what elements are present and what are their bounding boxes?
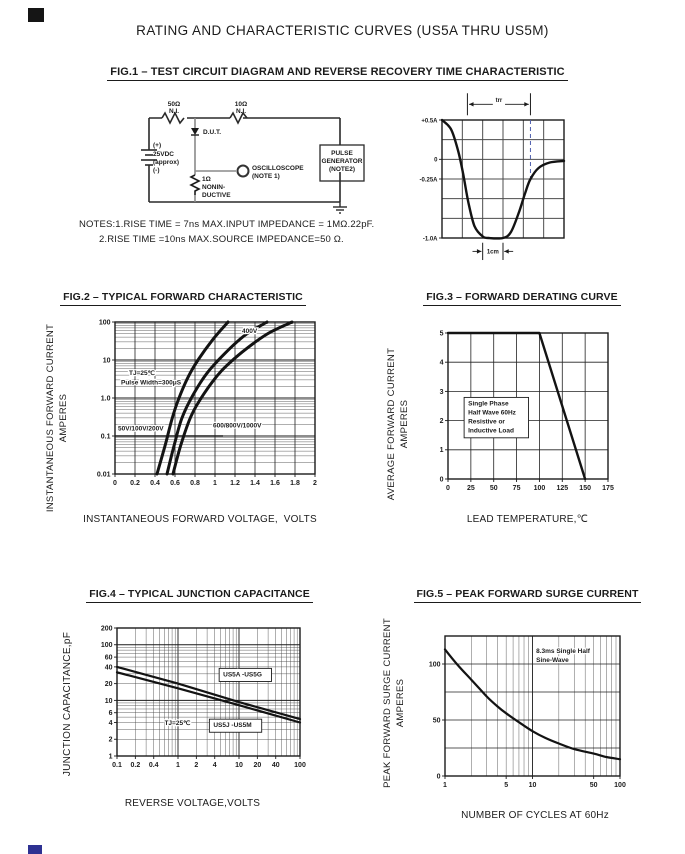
svg-text:1.2: 1.2: [230, 480, 240, 487]
svg-text:100: 100: [100, 642, 113, 650]
oscilloscope-label: OSCILLOSCOPE: [252, 165, 304, 172]
svg-text:600/800V/1000V: 600/800V/1000V: [213, 422, 262, 430]
svg-text:0.1: 0.1: [112, 762, 122, 769]
svg-text:0.6: 0.6: [170, 480, 180, 487]
pulse-generator-label1: PULSE: [331, 150, 353, 157]
fig5-y-axis-title-line2: AMPERES: [394, 678, 406, 728]
fig4-heading-text: FIG.4 – TYPICAL JUNCTION CAPACITANCE: [86, 588, 313, 603]
ground-symbol: [333, 202, 347, 213]
svg-text:5: 5: [439, 330, 444, 338]
svg-text:10: 10: [528, 782, 537, 789]
fig3-y-axis-title-line1: AVERAGE FORWARD CURRENT: [386, 347, 397, 501]
svg-text:US5A -US5G: US5A -US5G: [223, 671, 262, 679]
shunt-resistor-symbol: [191, 175, 199, 195]
fig3-y-axis-title-line2: AMPERES: [398, 399, 410, 449]
svg-text:0: 0: [113, 480, 117, 487]
svg-text:0.1: 0.1: [100, 433, 111, 441]
svg-text:75: 75: [512, 485, 521, 492]
svg-text:25: 25: [466, 485, 475, 492]
svg-text:2: 2: [313, 480, 317, 487]
oscilloscope-probe-icon: [238, 166, 249, 177]
svg-text:2: 2: [194, 762, 199, 769]
svg-text:1.6: 1.6: [270, 480, 280, 487]
svg-text:0.4: 0.4: [148, 762, 159, 769]
battery-minus-label: (-): [153, 167, 160, 174]
fig1-note-1: NOTES:1.RISE TIME = 7ns MAX.INPUT IMPEDANCE = 1MΩ.22pF.: [79, 219, 375, 230]
svg-text:TJ=25℃: TJ=25℃: [129, 370, 155, 378]
fig2-y-axis-title-line2: AMPERES: [57, 393, 69, 443]
svg-text:0.2: 0.2: [130, 480, 140, 487]
svg-text:60: 60: [104, 654, 113, 662]
fig1-circuit-diagram: [100, 90, 370, 215]
battery-approx-label: (approx): [153, 159, 179, 166]
svg-text:10: 10: [102, 357, 111, 365]
svg-text:0: 0: [434, 157, 438, 164]
oscilloscope-note: (NOTE 1): [252, 173, 280, 180]
fig2-heading-text: FIG.2 – TYPICAL FORWARD CHARACTERISTIC: [60, 291, 306, 306]
fig5-y-axis-title-line1: PEAK FORWARD SURGE CURRENT: [382, 618, 393, 788]
svg-text:2: 2: [108, 736, 113, 744]
page-corner-mark-top: [28, 8, 44, 22]
svg-text:200: 200: [100, 625, 113, 633]
fig2-x-axis-title: INSTANTANEOUS FORWARD VOLTAGE, VOLTS: [83, 514, 317, 525]
resistor-50ohm-label: 50Ω: [167, 101, 181, 108]
svg-text:trr: trr: [495, 97, 503, 104]
svg-text:2: 2: [439, 418, 444, 425]
svg-text:10: 10: [104, 697, 113, 705]
shunt-resistor-text2: DUCTIVE: [202, 192, 231, 199]
fig3-forward-derating-chart: [420, 315, 635, 500]
svg-text:4: 4: [212, 762, 217, 769]
svg-text:50V/100V/200V: 50V/100V/200V: [118, 425, 164, 433]
svg-text:40: 40: [104, 664, 113, 672]
svg-text:10: 10: [235, 762, 243, 769]
resistor-10ohm-note: N.I.: [235, 108, 247, 115]
svg-text:0.2: 0.2: [130, 762, 141, 769]
fig3-heading-text: FIG.3 – FORWARD DERATING CURVE: [423, 291, 620, 306]
circuit-wires: [149, 113, 340, 202]
page-corner-mark-bottom: [28, 845, 42, 854]
svg-text:-0.25A: -0.25A: [419, 177, 438, 184]
svg-text:1cm: 1cm: [486, 249, 499, 256]
svg-text:125: 125: [556, 485, 569, 492]
svg-text:1: 1: [213, 480, 217, 487]
fig1-heading: [85, 66, 590, 81]
svg-text:0: 0: [436, 773, 441, 781]
svg-text:-1.0A: -1.0A: [422, 236, 438, 243]
svg-text:5: 5: [504, 782, 509, 789]
svg-text:8.3ms Single HalfSine-Wave: 8.3ms Single Half Sine-Wave: [536, 647, 590, 664]
svg-text:1.4: 1.4: [250, 480, 260, 487]
svg-text:4: 4: [108, 719, 113, 727]
fig5-y-axis-title: [382, 614, 407, 792]
svg-text:TJ=25℃: TJ=25℃: [164, 720, 191, 728]
dut-label: D.U.T.: [203, 129, 222, 136]
svg-text:100: 100: [294, 762, 306, 769]
dut-diode-symbol: [191, 128, 199, 135]
fig4-y-axis-title-line1: JUNCTION CAPACITANCE,pF: [62, 631, 73, 777]
svg-text:0: 0: [446, 485, 450, 492]
svg-text:6: 6: [108, 710, 113, 718]
fig4-y-axis-title: [62, 618, 75, 790]
fig2-y-axis-title-line1: INSTANTANEOUS FORWARD CURRENT: [45, 323, 56, 513]
pulse-generator-label3: (NOTE2): [329, 166, 355, 173]
fig5-heading-text: FIG.5 – PEAK FORWARD SURGE CURRENT: [414, 588, 642, 603]
svg-text:1: 1: [108, 753, 113, 761]
fig4-x-axis-title: REVERSE VOLTAGE,VOLTS: [124, 798, 261, 809]
svg-text:175: 175: [602, 485, 614, 492]
pulse-generator-label2: GENERATOR: [321, 158, 363, 165]
fig3-x-axis-title: LEAD TEMPERATURE,℃: [466, 514, 589, 525]
shunt-resistor-value: 1Ω: [202, 176, 211, 183]
svg-text:Pulse Width=300μS: Pulse Width=300μS: [121, 379, 182, 387]
svg-text:0: 0: [439, 476, 444, 484]
svg-text:100: 100: [428, 661, 441, 669]
svg-text:100: 100: [533, 485, 546, 492]
battery-plus-label: (+): [153, 142, 162, 149]
svg-text:400V: 400V: [242, 327, 258, 335]
svg-text:20: 20: [104, 681, 113, 689]
svg-text:100: 100: [98, 319, 111, 327]
fig1-note-2: 2.RISE TIME =10ns MAX.SOURCE IMPEDANCE=50 Ω.: [99, 234, 344, 245]
fig2-heading: [52, 291, 314, 306]
svg-text:1.0: 1.0: [100, 395, 111, 403]
svg-text:+0.5A: +0.5A: [421, 118, 438, 125]
svg-text:4: 4: [439, 359, 444, 367]
fig5-heading: [410, 588, 645, 603]
svg-text:1: 1: [439, 447, 444, 455]
svg-text:0.4: 0.4: [150, 480, 160, 487]
fig2-forward-characteristic-chart: [72, 312, 337, 492]
fig2-y-axis-title: [45, 314, 70, 522]
svg-text:US5J -US5M: US5J -US5M: [213, 722, 252, 730]
svg-text:50: 50: [589, 782, 598, 789]
fig5-peak-surge-current-chart: [425, 620, 640, 802]
svg-text:40: 40: [271, 762, 280, 769]
svg-text:1: 1: [176, 762, 180, 769]
svg-text:0.01: 0.01: [96, 471, 111, 479]
svg-text:20: 20: [253, 762, 262, 769]
fig5-x-axis-title: NUMBER OF CYCLES AT 60Hz: [461, 810, 609, 821]
svg-text:Single PhaseHalf Wave 60HzResi: Single Phase Half Wave 60Hz Resistive or Inductive Load: [468, 400, 516, 435]
fig1-reverse-recovery-waveform-chart: [419, 86, 574, 261]
svg-text:50: 50: [432, 717, 441, 725]
shunt-resistor-text1: NONIN-: [202, 184, 226, 191]
svg-text:50: 50: [489, 485, 498, 492]
battery-voltage-label: 25VDC: [153, 151, 174, 158]
resistor-50ohm-note: N.I.: [168, 108, 180, 115]
resistor-10ohm-label: 10Ω: [234, 101, 248, 108]
svg-text:0.8: 0.8: [190, 480, 200, 487]
svg-text:1: 1: [443, 782, 447, 789]
fig1-heading-text: FIG.1 – TEST CIRCUIT DIAGRAM AND REVERSE RECOVERY TIME CHARACTERISTIC: [107, 66, 567, 81]
svg-text:100: 100: [614, 782, 626, 789]
fig3-y-axis-title: [386, 331, 411, 517]
page-title: RATING AND CHARACTERISTIC CURVES (US5A THRU US5M): [136, 23, 549, 38]
fig4-heading: [82, 588, 317, 603]
svg-text:1.8: 1.8: [290, 480, 300, 487]
svg-text:3: 3: [439, 388, 444, 396]
fig3-heading: [406, 291, 638, 306]
svg-text:150: 150: [579, 485, 591, 492]
fig4-junction-capacitance-chart: [85, 616, 310, 778]
